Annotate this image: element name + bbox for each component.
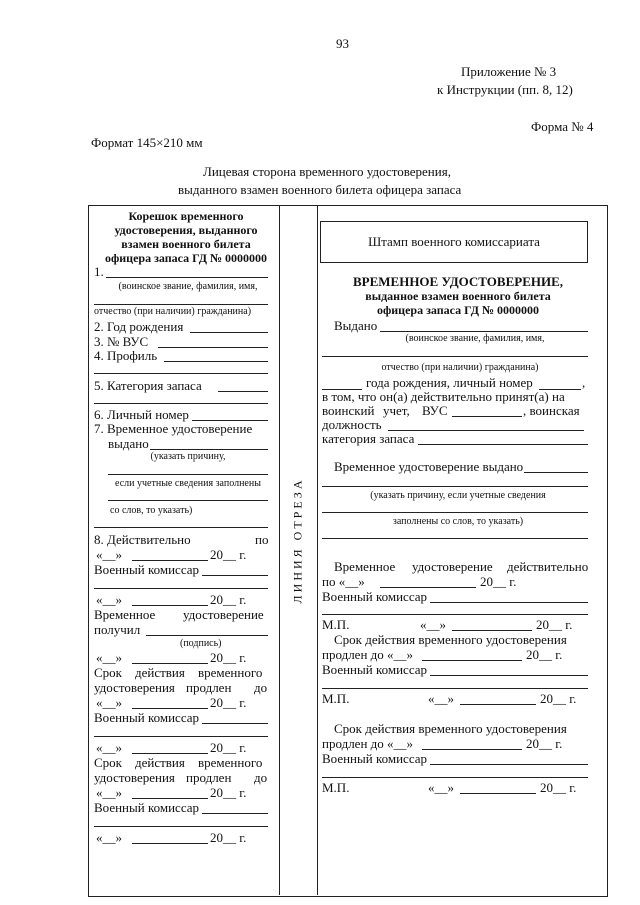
- stub-item7a: 7. Временное удостоверение: [94, 421, 253, 436]
- stub-ext-e: продлен: [186, 680, 232, 695]
- main-mp-2: М.П.: [322, 691, 350, 706]
- main-that-2c: ВУС: [422, 403, 448, 418]
- stub-date-year7: 20__ г.: [210, 830, 247, 845]
- main-that-2b: учет,: [383, 403, 410, 418]
- stub-ext-a: Срок: [94, 665, 122, 680]
- stub-hint-name: (воинское звание, фамилия, имя,: [118, 281, 258, 292]
- form-number: Форма № 4: [531, 119, 594, 134]
- main-commissar: Военный комиссар: [322, 589, 428, 604]
- main-that-2a: воинский: [322, 403, 375, 418]
- stub-title-4: офицера запаса ГД № 0000000: [104, 251, 268, 265]
- stub-item3: 3. № ВУС: [94, 334, 149, 349]
- stub-commissar2: Военный комиссар: [94, 710, 200, 725]
- main-that-1: в том, что он(а) действительно принят(а) на: [322, 389, 565, 404]
- main-title-1: ВРЕМЕННОЕ УДОСТОВЕРЕНИЕ,: [352, 274, 564, 289]
- page-number: 93: [336, 36, 349, 51]
- main-title-2: выданное взамен военного билета: [365, 289, 551, 303]
- main-valid-a: Временное: [334, 559, 396, 574]
- stub-hint-reason: (указать причину,: [150, 451, 226, 462]
- main-ext1-year: 20__ г.: [526, 647, 563, 662]
- stub-date-year3: 20__ г.: [210, 650, 247, 665]
- main-mp-1: М.П.: [322, 617, 350, 632]
- main-comma: ,: [582, 375, 586, 390]
- stub-date-year: 20__ г.: [210, 547, 247, 562]
- stub-ext-d: удостоверения: [94, 680, 175, 695]
- stub-title-2: удостоверения, выданного: [114, 223, 258, 237]
- main-hint-patronymic: отчество (при наличии) гражданина): [381, 362, 539, 373]
- stub-date-q2: «__»: [96, 592, 122, 607]
- main-mp2-q: «__»: [428, 691, 454, 706]
- main-commissar3: Военный комиссар: [322, 751, 428, 766]
- stub-ext2-d: удостоверения: [94, 770, 175, 785]
- stub-ext2-f: до: [254, 770, 268, 785]
- stub-date-year2: 20__ г.: [210, 592, 247, 607]
- stub-ext-b: действия: [135, 665, 185, 680]
- stub-date-q6: «__»: [96, 785, 122, 800]
- main-valid-c: действительно: [507, 559, 589, 574]
- stub-date-q7: «__»: [96, 830, 122, 845]
- main-mp2-year: 20__ г.: [540, 691, 577, 706]
- main-hint-reason: (указать причину, если учетные сведения: [370, 490, 546, 501]
- stub-date-year6: 20__ г.: [210, 785, 247, 800]
- stub-hint-sign: (подпись): [180, 638, 222, 649]
- stub-item8: 8. Действительно: [94, 532, 191, 547]
- stub-ext-c: временного: [198, 665, 263, 680]
- stub-title-3: взамен военного билета: [121, 237, 251, 251]
- main-issued2: Временное удостоверение выдано: [334, 459, 524, 474]
- stub-item1: 1.: [94, 264, 104, 279]
- stub-received-a: Временное: [94, 607, 156, 622]
- stub-commissar3: Военный комиссар: [94, 800, 200, 815]
- main-mp-3: М.П.: [322, 780, 350, 795]
- format-label: Формат 145×210 мм: [91, 135, 203, 150]
- stub-border: [279, 205, 280, 895]
- stub-hint-if: если учетные сведения заполнены: [115, 478, 261, 489]
- main-valid-year: 20__ г.: [480, 574, 517, 589]
- main-valid-po: по «__»: [322, 574, 365, 589]
- stub-ext2-b: действия: [135, 755, 185, 770]
- stub-item4: 4. Профиль: [94, 348, 158, 363]
- heading-line1: Лицевая сторона временного удостоверения,: [203, 164, 451, 179]
- main-hint-name: (воинское звание, фамилия, имя,: [405, 333, 545, 344]
- main-mp1-q: «__»: [420, 617, 446, 632]
- heading-line2: выданного взамен военного билета офицера запаса: [178, 182, 462, 197]
- stamp-label: Штамп военного комиссариата: [368, 234, 540, 249]
- stub-ext2-e: продлен: [186, 770, 232, 785]
- stub-date-year5: 20__ г.: [210, 740, 247, 755]
- main-ext1-1: Срок действия временного удостоверения: [334, 632, 567, 647]
- main-ext2-2: продлен до «__»: [322, 736, 414, 751]
- stub-item7b: выдано: [108, 436, 149, 451]
- main-mp1-year: 20__ г.: [536, 617, 573, 632]
- main-issued: Выдано: [334, 318, 378, 333]
- stub-date-year4: 20__ г.: [210, 695, 247, 710]
- cut-line-label: ЛИНИЯ ОТРЕЗА: [290, 477, 305, 603]
- stub-commissar: Военный комиссар: [94, 562, 200, 577]
- stub-received-b: удостоверение: [183, 607, 264, 622]
- stub-date-q3: «__»: [96, 650, 122, 665]
- stub-item6: 6. Личный номер: [94, 407, 189, 422]
- stub-title-1: Корешок временного: [128, 209, 244, 223]
- main-that-2d: , воинская: [523, 403, 580, 418]
- appendix-line1: Приложение № 3: [461, 64, 557, 79]
- main-border: [317, 205, 318, 895]
- main-mp3-year: 20__ г.: [540, 780, 577, 795]
- stub-date-q5: «__»: [96, 740, 122, 755]
- stub-date-q4: «__»: [96, 695, 122, 710]
- main-ext2-year: 20__ г.: [526, 736, 563, 751]
- main-title-3: офицера запаса ГД № 0000000: [376, 303, 540, 317]
- stub-hint-words: со слов, то указать): [110, 505, 193, 516]
- main-ext1-2: продлен до «__»: [322, 647, 414, 662]
- stub-item2: 2. Год рождения: [94, 319, 184, 334]
- stub-hint-patronymic: отчество (при наличии) гражданина): [94, 306, 252, 317]
- main-position: должность: [322, 417, 382, 432]
- stub-po: по: [255, 532, 269, 547]
- stub-ext2-c: временного: [198, 755, 263, 770]
- stub-ext2-a: Срок: [94, 755, 122, 770]
- main-hint-words: заполнены со слов, то указать): [392, 516, 524, 527]
- main-mp3-q: «__»: [428, 780, 454, 795]
- main-valid-b: удостоверение: [412, 559, 493, 574]
- main-commissar2: Военный комиссар: [322, 662, 428, 677]
- stub-date-q: «__»: [96, 547, 122, 562]
- main-ext2-1: Срок действия временного удостоверения: [334, 721, 567, 736]
- appendix-line2: к Инструкции (пп. 8, 12): [437, 82, 573, 97]
- main-birth: года рождения, личный номер: [366, 375, 533, 390]
- main-category: категория запаса: [322, 431, 415, 446]
- stub-ext-f: до: [254, 680, 268, 695]
- stub-item5: 5. Категория запаса: [94, 378, 202, 393]
- stub-received-c: получил: [94, 622, 141, 637]
